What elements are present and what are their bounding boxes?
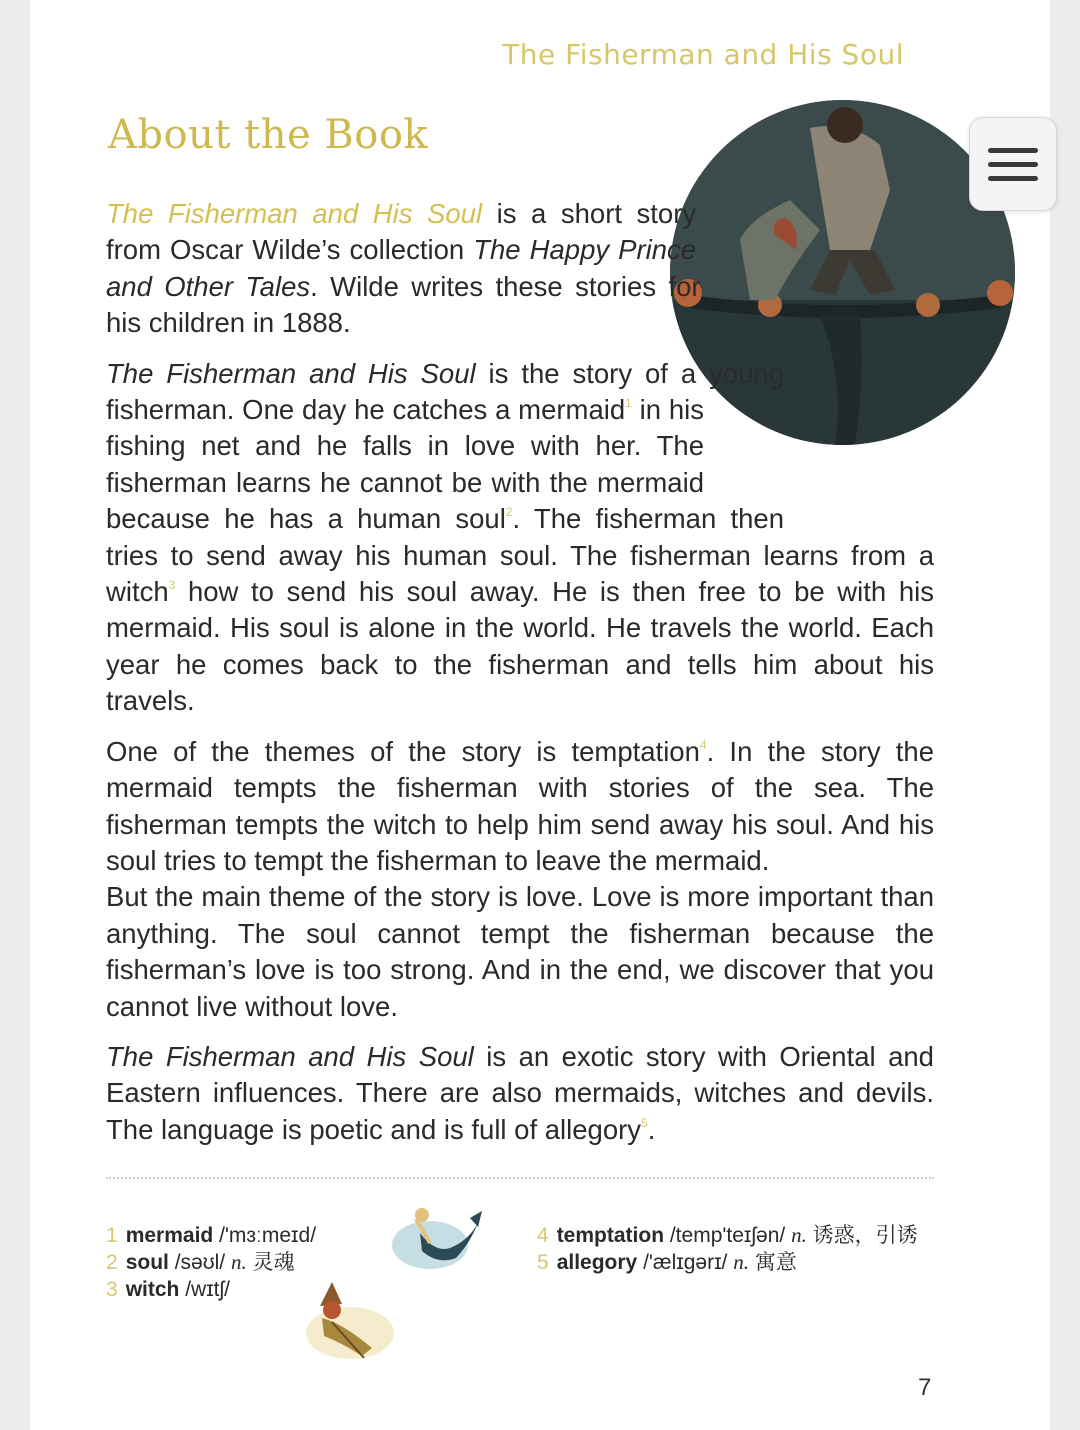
paragraph-themes: [106, 734, 934, 880]
page-number: 7: [918, 1374, 932, 1401]
paragraph-text: . Wilde writes these stories for his children in 1888.: [106, 270, 701, 339]
glossary-ipa: /wɪtʃ/: [179, 1278, 231, 1301]
glossary-meaning: 灵魂: [246, 1251, 295, 1274]
illustration-wrap-space: [784, 486, 934, 522]
hamburger-menu-icon: [988, 148, 1038, 153]
glossary-entry: [537, 1249, 918, 1276]
glossary-entry: [106, 1276, 316, 1303]
glossary-word: allegory: [556, 1251, 638, 1274]
paragraph-exotic: [106, 1039, 934, 1148]
footnote-divider: [106, 1177, 934, 1179]
book-title-accent: The Fisherman and His Soul: [106, 198, 483, 229]
glossary-number: 3: [106, 1278, 118, 1301]
book-title: The Fisherman and His Soul: [106, 357, 476, 389]
footnote-ref: 3: [168, 578, 176, 593]
book-title: The Fisherman and His Soul: [106, 1040, 474, 1072]
glossary-right: [537, 1222, 918, 1276]
about-book-body: [106, 196, 934, 1162]
glossary-number: 1: [106, 1224, 118, 1247]
paragraph-love: [106, 879, 934, 1025]
paragraph-text: . In the story the mermaid tempts the fisherman with stories of the sea. The fisherman tempts the witch to help him send away his soul. And his soul tries to tempt the fisherman to leave the mermaid.: [106, 735, 934, 876]
glossary-ipa: /səʊl/: [168, 1251, 231, 1274]
glossary-entry: [106, 1249, 316, 1276]
paragraph-text: But the main theme of the story is love. Love is more important than anything. The soul cannot tempt the fisherman because the fisherman’s love is too strong. And in the end, we discover that you cannot live without love.: [106, 881, 934, 1022]
menu-button[interactable]: [969, 117, 1057, 211]
section-title: About the Book: [108, 112, 429, 158]
footnote-ref: 5: [641, 1115, 648, 1130]
glossary-ipa: /'mɜːmeɪd/: [213, 1224, 317, 1247]
footnote-ref: 4: [699, 737, 707, 752]
hamburger-menu-icon-bar: [988, 162, 1038, 167]
footnote-ref: 1: [625, 396, 632, 411]
witch-mini-illustration: [302, 1278, 397, 1363]
glossary-word: temptation: [556, 1224, 665, 1247]
glossary-number: 4: [537, 1224, 549, 1247]
paragraph-text: . The fisherman then tries to send away his human soul. The fisherman learns from a witch: [106, 503, 934, 608]
glossary-meaning: 寓意: [748, 1251, 797, 1274]
glossary-pos: n.: [230, 1250, 247, 1274]
glossary-number: 5: [537, 1251, 549, 1274]
glossary-number: 2: [106, 1251, 118, 1274]
paragraph-text: how to send his soul away. He is then free to be with his mermaid. His soul is alone in the world. He travels the world. Each year he comes back to the fisherman and tells him about his travels.: [106, 576, 934, 717]
paragraph-text: is the story of a young fisherman. One day he catches a mermaid: [106, 357, 784, 426]
paragraph-text: is a short story from Oscar Wilde’s collection: [106, 198, 697, 266]
paragraph-text: is an exotic story with Oriental and Eastern influences. There are also mermaids, witches and devils. The language is poetic and is full of allegory: [106, 1040, 934, 1145]
glossary-pos: n.: [791, 1223, 807, 1247]
glossary-word: mermaid: [125, 1224, 214, 1247]
illustration-wrap-space: [704, 416, 934, 486]
glossary-pos: n.: [733, 1250, 749, 1274]
glossary-ipa: /'ælɪgərɪ/: [637, 1251, 734, 1274]
hamburger-menu-icon-bar: [988, 176, 1038, 181]
glossary-left: [106, 1222, 316, 1303]
glossary-meaning: 诱惑，引诱: [806, 1224, 918, 1247]
paragraph-text: One of the themes of the story is temptation: [106, 735, 700, 767]
running-head: The Fisherman and His Soul: [502, 38, 904, 71]
footnote-ref: 2: [505, 505, 513, 520]
collection-title: The Happy Prince and Other Tales: [106, 234, 697, 302]
glossary-word: soul: [125, 1251, 169, 1274]
glossary-entry: [537, 1222, 918, 1249]
book-page: [30, 0, 1050, 1430]
mermaid-mini-illustration: [390, 1203, 485, 1273]
glossary-word: witch: [125, 1278, 180, 1301]
paragraph-text: in his fishing net and he falls in love with her. The fisherman learns he cannot be with the mermaid because he has a human soul: [106, 394, 704, 535]
glossary-ipa: /temp'teɪʃən/: [664, 1224, 792, 1247]
glossary-entry: [106, 1222, 316, 1249]
paragraph-text: .: [647, 1113, 656, 1145]
